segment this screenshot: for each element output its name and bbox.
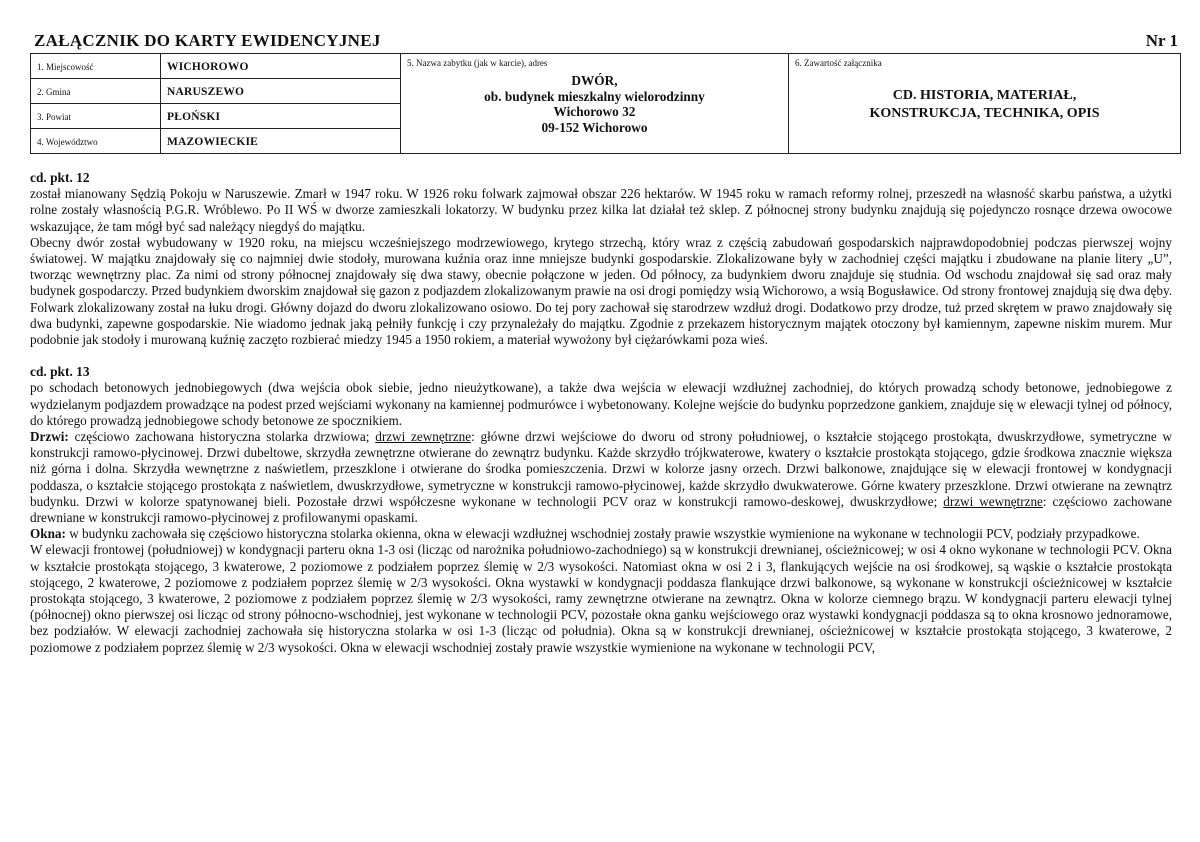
section-12-paragraph-2: Obecny dwór został wybudowany w 1920 roku, na miejscu wcześniejszego modrzewiowego, krytego strzechą, który wraz z częścią zabudowań gospodarskich najprawdopodobniej podczas pierwszej wojny światowej. W majątku znajdowały się co najmniej dwie stodoły, murowana kuźnia oraz inne mniejsze budynki gospodarskie. Zlokalizowane były w zachodniej części majątku i zbudowane na planie litery „U”, tworząc wewnętrzny plac. Za nimi od strony północnej znajdowały się dwa stawy, obecnie połączone w jeden. Od północy, za budynkiem dworu znajduje się studnia. Od wschodu znajdował się sad oraz mały budynek gospodarczy. Przed budynkiem dworskim znajdował się gazon z podjazdem zlokalizowanym prawie na osi drogi pomiędzy wsią Wichorowo, a wsią Bogusławice. Od strony frontowej znajdują się dwa dęby. Folwark zlokalizowany został na łuku drogi. Główny dojazd do dworu zlokalizowano osiowo. Do tej pory zachował się starodrzew wzdłuż drogi. Dodatkowo przy drodze, tuż przed skrętem w prawo znajdowały się dwa budynki, zapewne gospodarskie. Nie wiadomo jednak jaką pełniły funkcję i czy przynależały do majątku. Zgodnie z przekazem historycznym majątek otoczony był kamiennym, zapewne niskim murem. Mur podobnie jak stodoły i murowaną kuźnię zaczęto rozbierać miedzy 1945 a 1950 rokiem, a materiał wywożony był ciężarówkami poza wieś.: [30, 234, 1172, 348]
section-13-paragraph-1: po schodach betonowych jednobiegowych (dwa wejścia obok siebie, jedno nieużytkowane), a także dwa wejścia w elewacji wzdłużnej zachodniej, do których prowadzą schody betonowe, jednobiegowe z wydzielanym podjazdem prowadzące na podest przed wejściami wykonany na kamiennej podmurówce i wybetonowany. Kolejne wejście do budynku poprzedzone gankiem, znajduje się w elewacji tylnej od północy, do którego prowadzą jednobiegowe schody betonowe ze spocznikiem.: [30, 380, 1172, 428]
county-value: PŁOŃSKI: [167, 111, 221, 123]
contents-line-1: CD. HISTORIA, MATERIAŁ,: [892, 88, 1077, 103]
monument-function: ob. budynek mieszkalny wielorodzinny: [484, 88, 705, 104]
section-spacer: [30, 348, 1172, 364]
document-body: [30, 170, 1172, 656]
contents-label: 6. Zawartość załącznika: [795, 58, 882, 68]
doors-text-2: : główne drzwi wejściowe do dworu od strony południowej, o kształcie stojącego prostokąta, dwuskrzydłowe, symetryczne w konstrukcji ramowo-płycinowej. Drzwi dubeltowe, skrzydła zewnętrzne otwierane do zewnątrz budynku. Każde skrzydło trójkwaterowe, kwatery o kształcie prostokąta stojącego, gdzie środkowa znacznie większa niż górna i dolna. Skrzydła wewnętrzne z naświetlem, przeszklone i otwierane do środka pomieszczenia. Drzwi w kolorze jasny orzech. Drzwi balkonowe, znajdujące się w elewacji frontowej w kondygnacji poddasza, o kształcie stojącego prostokąta z naświetlem, dwuskrzydłowe, symetryczne w konstrukcji ramowo-płycinowej, każde skrzydło dwukwaterowe. Górne kwatery przeszklone. Drzwi otwierane na zewnątrz budynku. Drzwi w kolorze spatynowanej bieli. Pozostałe drzwi współczesne wykonane w technologii PCV oraz w konstrukcji ramowo-deskowej, dwuskrzydłowe;: [30, 429, 1172, 509]
doors-text-3: : częściowo zachowane drewniane w konstrukcji ramowo-płycinowej z profilowanymi opaskami.: [30, 493, 1173, 526]
county-value-cell: [161, 104, 401, 129]
monument-name: DWÓR,: [571, 73, 618, 88]
doors-label: Drzwi:: [30, 429, 69, 445]
commune-value: NARUSZEWO: [167, 86, 245, 98]
commune-value-cell: [161, 79, 401, 104]
voivodeship-value-cell: [161, 129, 401, 154]
windows-paragraph-2: W elewacji frontowej (południowej) w kondygnacji parteru okna 1-3 osi (licząc od narożnika południowo-zachodniego) są w konstrukcji drewnianej, ościeżnicowej; w osi 4 okno wykonane w technologii PCV. Okna w kształcie prostokąta stojącego, 3 kwaterowe, 2 poziomowe z podziałem poprzez ślemię w 2/3 wysokości. Natomiast okna w osi 2 i 3, flankujących wejście na osi środkowej, są wąskie o kształcie prostokąta stojącego, 2 kwaterowe, 2 poziomowe z podziałem poprzez ślemię w 2/3 wysokości. Okna wystawki w kondygnacji poddasza flankujące drzwi balkonowe, są wykonane w konstrukcji ościeżnicowej w kształcie prostokąta stojącego, 3 kwaterowe, 2 poziomowe z podziałem poprzez ślemię w 2/3 wysokości, ramy zewnętrzne otwierane na zewnątrz. Okna w kolorze ciemnego brązu. W kondygnacji parteru elewacji tylnej (północnej) okno pierwszej osi licząc od strony północno-wschodniej, jest wykonane w technologii PCV, pozostałe okna ganku wejściowego oraz wystawki kondygnacji poddasza są to okna krosnowo jednoramowe, bez podziałów. W elewacji zachodniej zachowała się historyczna stolarka w osi 1-3 (licząc od południa). Okna są w konstrukcji drewnianej, ościeżnicowej w kształcie prostokąta stojącego, 3 kwaterowe, 2 poziomowe z podziałem poprzez ślemię w 2/3 wysokości. Okna w elewacji wschodniej zostały prawie wszystkie wymienione na wykonane w technologii PCV,: [30, 542, 1172, 655]
monument-address: Wichorowo 32: [553, 104, 636, 119]
document-title: ZAŁĄCZNIK DO KARTY EWIDENCYJNEJ: [34, 31, 381, 50]
voivodeship-value: MAZOWIECKIE: [167, 136, 259, 148]
monument-label: 5. Nazwa zabytku (jak w karcie), adres: [407, 58, 548, 68]
contents-line-2: KONSTRUKCJA, TECHNIKA, OPIS: [869, 106, 1100, 121]
monument-name-cell: [401, 54, 789, 154]
interior-doors-label: drzwi wewnętrzne: [943, 493, 1043, 509]
voivodeship-label: 4. Województwo: [37, 137, 98, 147]
exterior-doors-label: drzwi zewnętrzne: [375, 429, 472, 445]
windows-label: Okna:: [30, 526, 66, 542]
county-label-cell: [31, 104, 161, 129]
section-13-heading: cd. pkt. 13: [30, 364, 90, 380]
attachment-number: Nr 1: [1145, 31, 1178, 50]
section-12-heading: cd. pkt. 12: [30, 170, 90, 185]
section-12-paragraph-1: został mianowany Sędzią Pokoju w Naruszewie. Zmarł w 1947 roku. W 1926 roku folwark zajmował obszar 226 hektarów. W 1945 roku w ramach reformy rolnej, przeszedł na własność skarbu państwa, a użytki rolne zostały własnością P.G.R. Wróblewo. Po II WŚ w dworze zamieszkali lokatorzy. W budynku przez kilka lat działał też sklep. Z północnej strony budynku znajdują się pojedynczo rosnące drzewa owocowe wskazujące, że tam mógł być sad należący niegdyś do majątku.: [30, 186, 1172, 234]
locality-value-cell: [161, 54, 401, 79]
voivodeship-label-cell: [31, 129, 161, 154]
record-header-table: [30, 53, 1181, 154]
windows-paragraph: [30, 526, 1172, 542]
locality-label-cell: [31, 54, 161, 79]
commune-label: 2. Gmina: [37, 87, 71, 97]
locality-label: 1. Miejscowość: [37, 62, 94, 72]
doors-text-1: częściowo zachowana historyczna stolarka drzwiowa;: [68, 429, 376, 445]
contents-cell: [789, 54, 1181, 154]
windows-text-1: w budynku zachowała się częściowo historyczna stolarka okienna, okna w elewacji wzdłużnej wschodniej zostały prawie wszystkie wymienione na wykonane w technologii PCV, podziały przypadkowe.: [65, 526, 1140, 542]
commune-label-cell: [31, 79, 161, 104]
locality-value: WICHOROWO: [167, 61, 249, 73]
monument-postal-code: 09-152 Wichorowo: [541, 119, 648, 135]
county-label: 3. Powiat: [37, 112, 72, 122]
doors-paragraph: [30, 429, 1172, 526]
